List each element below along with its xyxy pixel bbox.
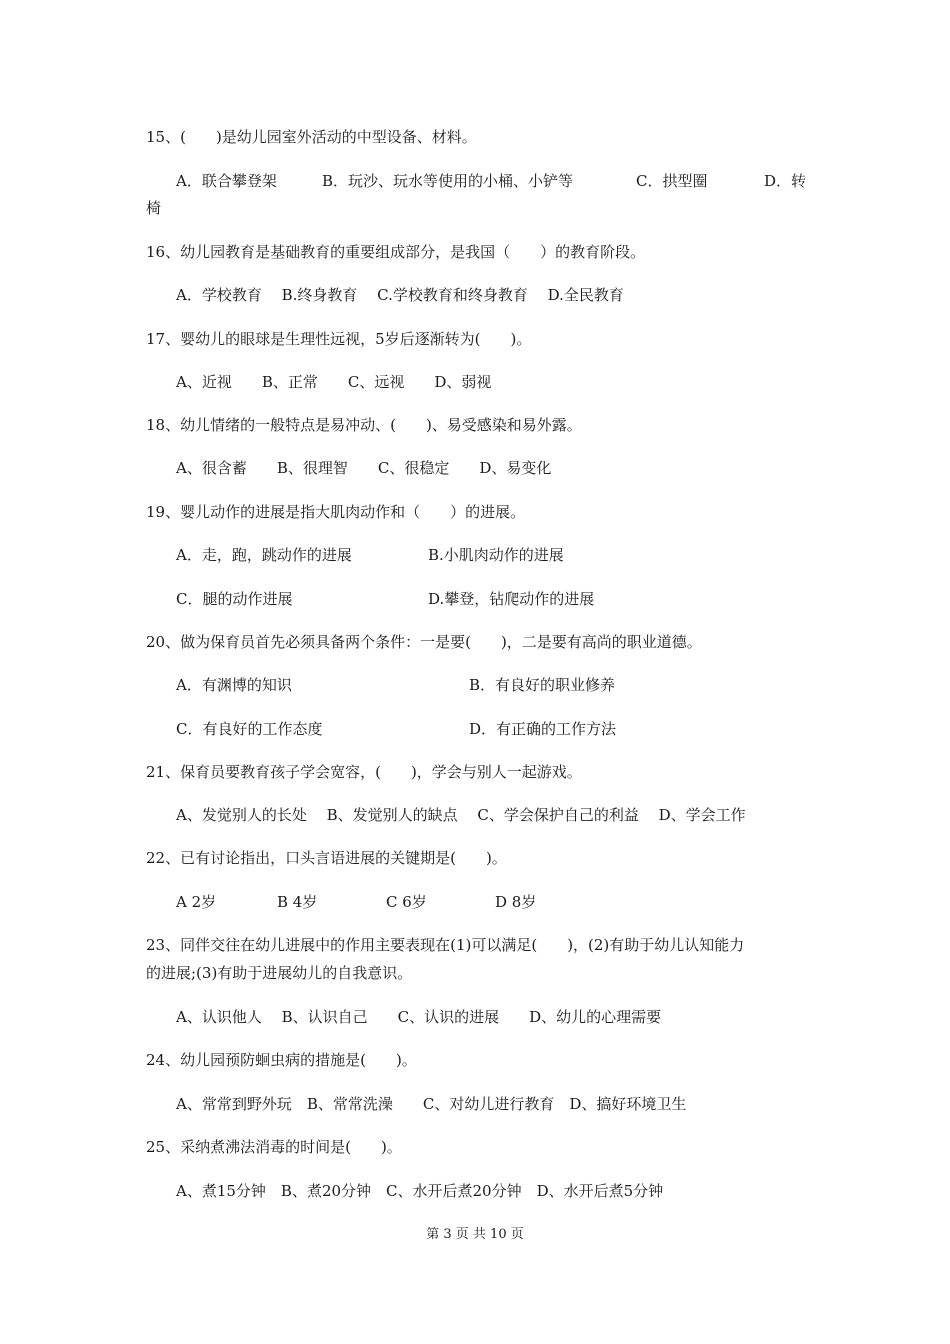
question-18-options: A、很含蓄 B、很理智 C、很稳定 D、易变化 [176, 459, 552, 477]
question-15-option-c: C．拱型圈 [636, 172, 708, 190]
question-20-option-b: B．有良好的职业修养 [469, 676, 616, 694]
question-17-stem: 17、婴幼儿的眼球是生理性远视，5岁后逐渐转为( )。 [146, 330, 532, 348]
question-23-stem-line-1: 23、同伴交往在幼儿进展中的作用主要表现在(1)可以满足( )，(2)有助于幼儿认知能力 [146, 936, 745, 954]
question-22-stem: 22、已有讨论指出，口头言语进展的关键期是( )。 [146, 849, 507, 867]
question-22-option-d: D 8岁 [495, 893, 537, 911]
question-19-option-d: D.攀登，钻爬动作的进展 [428, 590, 595, 608]
question-20-option-a: A．有渊博的知识 [176, 676, 292, 694]
question-22-option-c: C 6岁 [386, 893, 427, 911]
question-20-stem: 20、做为保育员首先必须具备两个条件：一是要( )，二是要有高尚的职业道德。 [146, 633, 702, 651]
question-15-option-b: B．玩沙、玩水等使用的小桶、小铲等 [322, 172, 574, 190]
question-15-stem: 15、( )是幼儿园室外活动的中型设备、材料。 [146, 128, 477, 146]
question-16-options: A．学校教育 B.终身教育 C.学校教育和终身教育 D.全民教育 [176, 286, 624, 304]
question-22-option-a: A 2岁 [176, 893, 217, 911]
question-16-stem: 16、幼儿园教育是基础教育的重要组成部分，是我国（ ）的教育阶段。 [146, 243, 646, 261]
question-19-option-b: B.小肌肉动作的进展 [428, 546, 564, 564]
question-15-option-a: A．联合攀登架 [176, 172, 277, 190]
question-22-option-b: B 4岁 [277, 893, 318, 911]
question-20-option-d: D．有正确的工作方法 [469, 720, 617, 738]
question-23-options: A、认识他人 B、认识自己 C、认识的进展 D、幼儿的心理需要 [176, 1008, 662, 1026]
question-24-options: A、常常到野外玩 B、常常洗澡 C、对幼儿进行教育 D、搞好环境卫生 [176, 1095, 687, 1113]
question-18-stem: 18、幼儿情绪的一般特点是易冲动、( )、易受感染和易外露。 [146, 416, 582, 434]
question-20-option-c: C．有良好的工作态度 [176, 720, 323, 738]
question-23-stem-line-2: 的进展;(3)有助于进展幼儿的自我意识。 [146, 964, 413, 982]
question-25-stem: 25、采纳煮沸法消毒的时间是( )。 [146, 1138, 402, 1156]
question-15-option-d-continued: 椅 [146, 199, 162, 217]
question-15-option-d: D．转 [764, 172, 807, 190]
question-19-option-c: C．腿的动作进展 [176, 590, 293, 608]
question-19-option-a: A．走，跑，跳动作的进展 [176, 546, 352, 564]
page-number-footer: 第 3 页 共 10 页 [426, 1227, 524, 1242]
question-21-options: A、发觉别人的长处 B、发觉别人的缺点 C、学会保护自己的利益 D、学会工作 [176, 806, 746, 824]
question-21-stem: 21、保育员要教育孩子学会宽容，( )，学会与别人一起游戏。 [146, 763, 582, 781]
question-19-stem: 19、婴儿动作的进展是指大肌肉动作和（ ）的进展。 [146, 503, 526, 521]
question-24-stem: 24、幼儿园预防蛔虫病的措施是( )。 [146, 1051, 417, 1069]
question-25-options: A、煮15分钟 B、煮20分钟 C、水开后煮20分钟 D、水开后煮5分钟 [176, 1182, 664, 1200]
question-17-options: A、近视 B、正常 C、远视 D、弱视 [176, 373, 492, 391]
